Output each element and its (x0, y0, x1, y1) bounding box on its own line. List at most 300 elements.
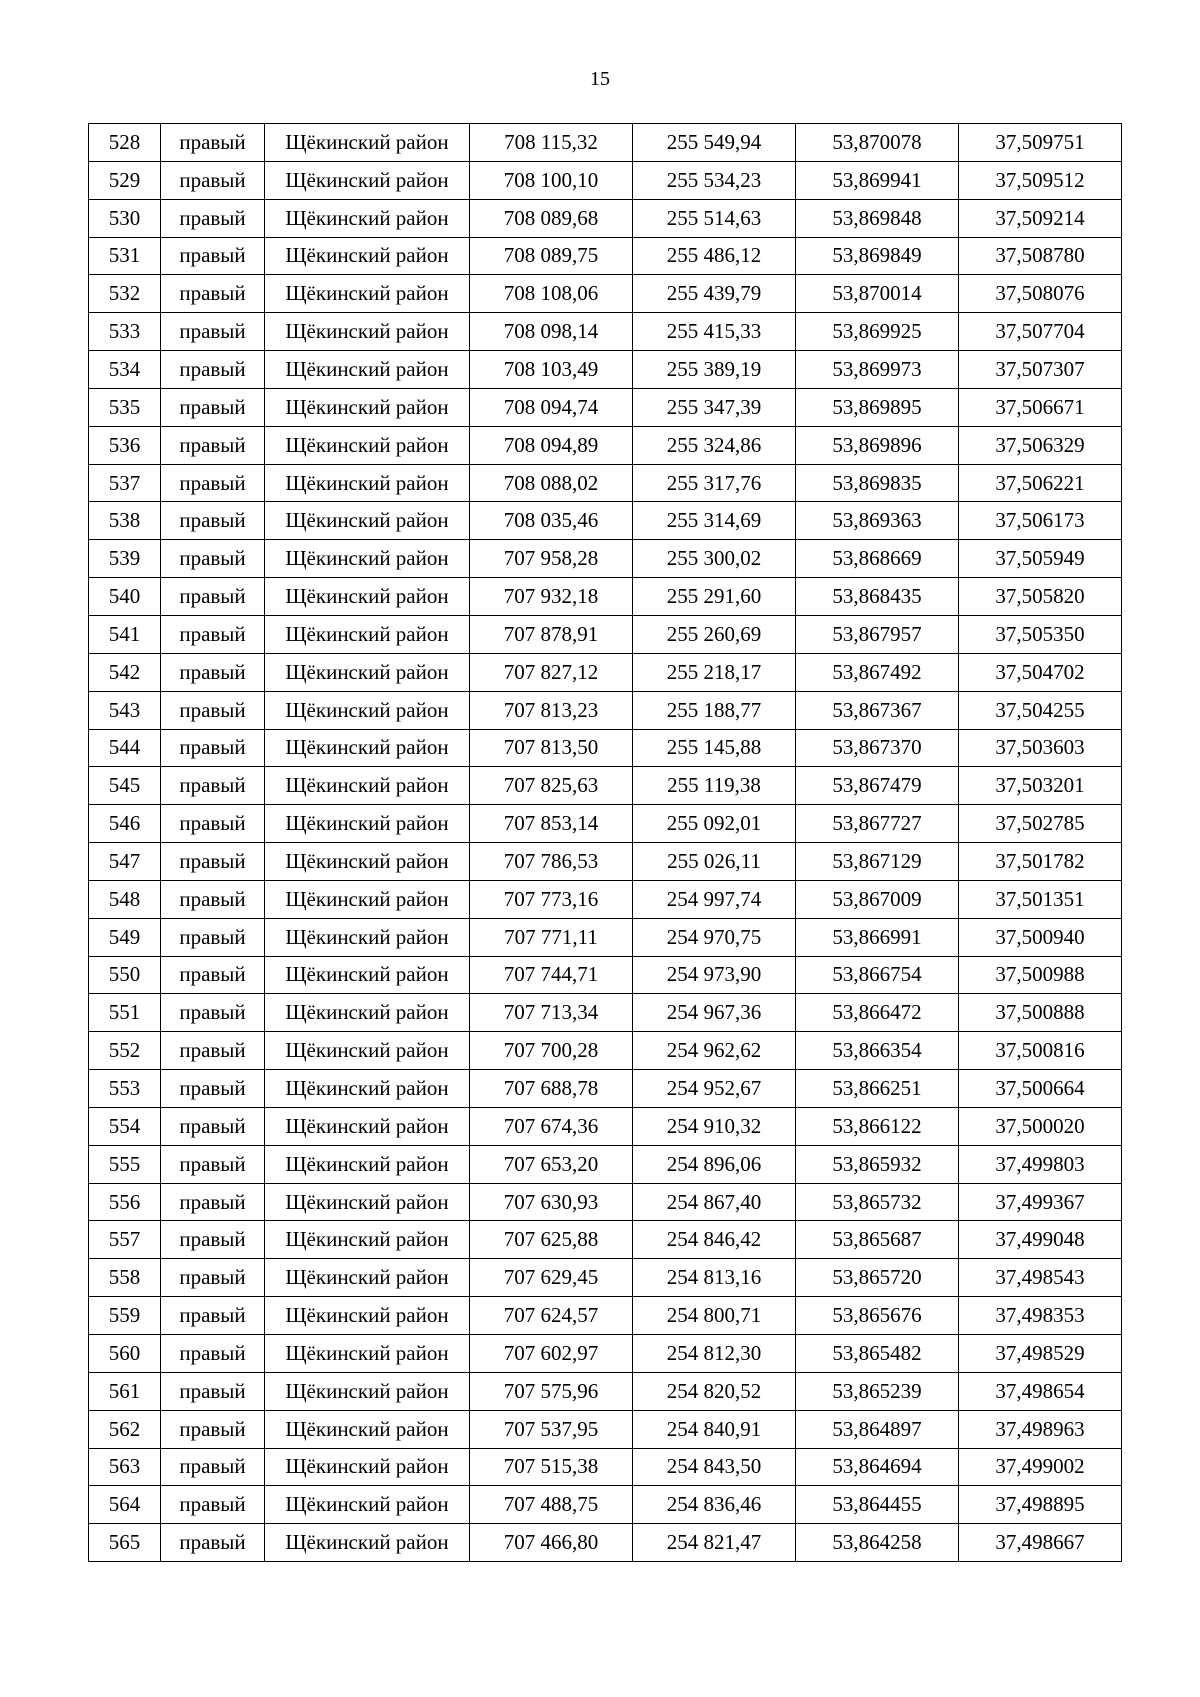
y-coordinate-cell: 255 439,79 (633, 275, 796, 313)
x-coordinate-cell: 707 932,18 (470, 578, 633, 616)
latitude-cell: 53,866354 (796, 1032, 959, 1070)
district-cell: Щёкинский район (265, 578, 470, 616)
district-cell: Щёкинский район (265, 1107, 470, 1145)
longitude-cell: 37,500888 (959, 994, 1122, 1032)
longitude-cell: 37,508076 (959, 275, 1122, 313)
latitude-cell: 53,865676 (796, 1297, 959, 1335)
table-row (89, 1410, 1122, 1448)
y-coordinate-cell: 254 867,40 (633, 1183, 796, 1221)
y-coordinate-cell: 254 910,32 (633, 1107, 796, 1145)
point-number-cell: 540 (89, 578, 161, 616)
x-coordinate-cell: 707 653,20 (470, 1145, 633, 1183)
table-row (89, 464, 1122, 502)
district-cell: Щёкинский район (265, 388, 470, 426)
point-number-cell: 545 (89, 767, 161, 805)
latitude-cell: 53,869849 (796, 237, 959, 275)
table-row (89, 1183, 1122, 1221)
y-coordinate-cell: 254 836,46 (633, 1486, 796, 1524)
point-number-cell: 564 (89, 1486, 161, 1524)
longitude-cell: 37,498654 (959, 1372, 1122, 1410)
table-row (89, 237, 1122, 275)
table-row (89, 653, 1122, 691)
latitude-cell: 53,867129 (796, 843, 959, 881)
y-coordinate-cell: 255 534,23 (633, 161, 796, 199)
table-row (89, 502, 1122, 540)
bank-side-cell: правый (161, 1221, 265, 1259)
bank-side-cell: правый (161, 388, 265, 426)
table-row (89, 1107, 1122, 1145)
latitude-cell: 53,864897 (796, 1410, 959, 1448)
x-coordinate-cell: 707 624,57 (470, 1297, 633, 1335)
x-coordinate-cell: 707 602,97 (470, 1335, 633, 1373)
longitude-cell: 37,498667 (959, 1524, 1122, 1562)
latitude-cell: 53,866251 (796, 1070, 959, 1108)
longitude-cell: 37,498895 (959, 1486, 1122, 1524)
y-coordinate-cell: 254 896,06 (633, 1145, 796, 1183)
point-number-cell: 543 (89, 691, 161, 729)
bank-side-cell: правый (161, 1524, 265, 1562)
x-coordinate-cell: 708 103,49 (470, 351, 633, 389)
y-coordinate-cell: 255 188,77 (633, 691, 796, 729)
y-coordinate-cell: 255 514,63 (633, 199, 796, 237)
x-coordinate-cell: 708 088,02 (470, 464, 633, 502)
latitude-cell: 53,869973 (796, 351, 959, 389)
bank-side-cell: правый (161, 615, 265, 653)
point-number-cell: 534 (89, 351, 161, 389)
x-coordinate-cell: 707 515,38 (470, 1448, 633, 1486)
district-cell: Щёкинский район (265, 956, 470, 994)
table-row (89, 540, 1122, 578)
point-number-cell: 535 (89, 388, 161, 426)
bank-side-cell: правый (161, 1335, 265, 1373)
longitude-cell: 37,499048 (959, 1221, 1122, 1259)
table-row (89, 691, 1122, 729)
y-coordinate-cell: 255 389,19 (633, 351, 796, 389)
x-coordinate-cell: 707 713,34 (470, 994, 633, 1032)
y-coordinate-cell: 255 092,01 (633, 805, 796, 843)
y-coordinate-cell: 254 813,16 (633, 1259, 796, 1297)
table-row (89, 843, 1122, 881)
x-coordinate-cell: 707 674,36 (470, 1107, 633, 1145)
longitude-cell: 37,499803 (959, 1145, 1122, 1183)
bank-side-cell: правый (161, 1070, 265, 1108)
bank-side-cell: правый (161, 994, 265, 1032)
y-coordinate-cell: 254 952,67 (633, 1070, 796, 1108)
latitude-cell: 53,867727 (796, 805, 959, 843)
table-row (89, 729, 1122, 767)
longitude-cell: 37,498353 (959, 1297, 1122, 1335)
district-cell: Щёкинский район (265, 313, 470, 351)
bank-side-cell: правый (161, 1410, 265, 1448)
latitude-cell: 53,870014 (796, 275, 959, 313)
point-number-cell: 533 (89, 313, 161, 351)
latitude-cell: 53,869895 (796, 388, 959, 426)
latitude-cell: 53,868435 (796, 578, 959, 616)
longitude-cell: 37,500020 (959, 1107, 1122, 1145)
bank-side-cell: правый (161, 275, 265, 313)
x-coordinate-cell: 707 825,63 (470, 767, 633, 805)
bank-side-cell: правый (161, 237, 265, 275)
x-coordinate-cell: 707 878,91 (470, 615, 633, 653)
latitude-cell: 53,865482 (796, 1335, 959, 1373)
table-row (89, 275, 1122, 313)
bank-side-cell: правый (161, 1297, 265, 1335)
point-number-cell: 537 (89, 464, 161, 502)
x-coordinate-cell: 708 100,10 (470, 161, 633, 199)
longitude-cell: 37,500664 (959, 1070, 1122, 1108)
table-row (89, 426, 1122, 464)
point-number-cell: 556 (89, 1183, 161, 1221)
table-row (89, 1372, 1122, 1410)
point-number-cell: 539 (89, 540, 161, 578)
x-coordinate-cell: 707 466,80 (470, 1524, 633, 1562)
longitude-cell: 37,502785 (959, 805, 1122, 843)
x-coordinate-cell: 707 688,78 (470, 1070, 633, 1108)
district-cell: Щёкинский район (265, 237, 470, 275)
table-row (89, 1259, 1122, 1297)
table-row (89, 351, 1122, 389)
table-row (89, 199, 1122, 237)
longitude-cell: 37,506671 (959, 388, 1122, 426)
table-row (89, 994, 1122, 1032)
table-row (89, 767, 1122, 805)
district-cell: Щёкинский район (265, 540, 470, 578)
x-coordinate-cell: 707 625,88 (470, 1221, 633, 1259)
point-number-cell: 562 (89, 1410, 161, 1448)
latitude-cell: 53,869848 (796, 199, 959, 237)
y-coordinate-cell: 255 317,76 (633, 464, 796, 502)
y-coordinate-cell: 255 549,94 (633, 124, 796, 162)
longitude-cell: 37,505820 (959, 578, 1122, 616)
point-number-cell: 559 (89, 1297, 161, 1335)
x-coordinate-cell: 707 773,16 (470, 880, 633, 918)
y-coordinate-cell: 254 812,30 (633, 1335, 796, 1373)
y-coordinate-cell: 254 973,90 (633, 956, 796, 994)
district-cell: Щёкинский район (265, 1032, 470, 1070)
x-coordinate-cell: 708 098,14 (470, 313, 633, 351)
point-number-cell: 553 (89, 1070, 161, 1108)
latitude-cell: 53,867370 (796, 729, 959, 767)
point-number-cell: 550 (89, 956, 161, 994)
bank-side-cell: правый (161, 653, 265, 691)
bank-side-cell: правый (161, 1486, 265, 1524)
district-cell: Щёкинский район (265, 767, 470, 805)
district-cell: Щёкинский район (265, 1486, 470, 1524)
point-number-cell: 542 (89, 653, 161, 691)
point-number-cell: 529 (89, 161, 161, 199)
table-row (89, 1032, 1122, 1070)
x-coordinate-cell: 707 813,23 (470, 691, 633, 729)
district-cell: Щёкинский район (265, 124, 470, 162)
longitude-cell: 37,509751 (959, 124, 1122, 162)
y-coordinate-cell: 255 300,02 (633, 540, 796, 578)
table-row (89, 880, 1122, 918)
y-coordinate-cell: 254 962,62 (633, 1032, 796, 1070)
x-coordinate-cell: 707 630,93 (470, 1183, 633, 1221)
point-number-cell: 531 (89, 237, 161, 275)
longitude-cell: 37,505350 (959, 615, 1122, 653)
x-coordinate-cell: 707 813,50 (470, 729, 633, 767)
latitude-cell: 53,869925 (796, 313, 959, 351)
bank-side-cell: правый (161, 691, 265, 729)
district-cell: Щёкинский район (265, 1070, 470, 1108)
y-coordinate-cell: 255 218,17 (633, 653, 796, 691)
x-coordinate-cell: 708 089,75 (470, 237, 633, 275)
x-coordinate-cell: 708 115,32 (470, 124, 633, 162)
bank-side-cell: правый (161, 1259, 265, 1297)
district-cell: Щёкинский район (265, 880, 470, 918)
district-cell: Щёкинский район (265, 426, 470, 464)
latitude-cell: 53,866754 (796, 956, 959, 994)
longitude-cell: 37,506221 (959, 464, 1122, 502)
bank-side-cell: правый (161, 843, 265, 881)
point-number-cell: 552 (89, 1032, 161, 1070)
latitude-cell: 53,864258 (796, 1524, 959, 1562)
district-cell: Щёкинский район (265, 1221, 470, 1259)
y-coordinate-cell: 254 821,47 (633, 1524, 796, 1562)
longitude-cell: 37,499367 (959, 1183, 1122, 1221)
longitude-cell: 37,500988 (959, 956, 1122, 994)
longitude-cell: 37,504702 (959, 653, 1122, 691)
bank-side-cell: правый (161, 313, 265, 351)
longitude-cell: 37,507307 (959, 351, 1122, 389)
longitude-cell: 37,500816 (959, 1032, 1122, 1070)
table-row (89, 1448, 1122, 1486)
y-coordinate-cell: 255 347,39 (633, 388, 796, 426)
bank-side-cell: правый (161, 880, 265, 918)
point-number-cell: 541 (89, 615, 161, 653)
point-number-cell: 549 (89, 918, 161, 956)
y-coordinate-cell: 254 970,75 (633, 918, 796, 956)
table-row (89, 1221, 1122, 1259)
table-row (89, 124, 1122, 162)
latitude-cell: 53,867479 (796, 767, 959, 805)
district-cell: Щёкинский район (265, 161, 470, 199)
longitude-cell: 37,503201 (959, 767, 1122, 805)
bank-side-cell: правый (161, 729, 265, 767)
district-cell: Щёкинский район (265, 615, 470, 653)
latitude-cell: 53,866122 (796, 1107, 959, 1145)
latitude-cell: 53,867492 (796, 653, 959, 691)
longitude-cell: 37,506329 (959, 426, 1122, 464)
y-coordinate-cell: 255 415,33 (633, 313, 796, 351)
latitude-cell: 53,867367 (796, 691, 959, 729)
y-coordinate-cell: 254 820,52 (633, 1372, 796, 1410)
y-coordinate-cell: 255 486,12 (633, 237, 796, 275)
latitude-cell: 53,865720 (796, 1259, 959, 1297)
y-coordinate-cell: 255 314,69 (633, 502, 796, 540)
x-coordinate-cell: 707 744,71 (470, 956, 633, 994)
bank-side-cell: правый (161, 1183, 265, 1221)
x-coordinate-cell: 707 629,45 (470, 1259, 633, 1297)
table-row (89, 918, 1122, 956)
x-coordinate-cell: 708 089,68 (470, 199, 633, 237)
y-coordinate-cell: 254 967,36 (633, 994, 796, 1032)
district-cell: Щёкинский район (265, 1335, 470, 1373)
x-coordinate-cell: 707 771,11 (470, 918, 633, 956)
longitude-cell: 37,499002 (959, 1448, 1122, 1486)
bank-side-cell: правый (161, 1372, 265, 1410)
longitude-cell: 37,498963 (959, 1410, 1122, 1448)
bank-side-cell: правый (161, 426, 265, 464)
district-cell: Щёкинский район (265, 1297, 470, 1335)
district-cell: Щёкинский район (265, 1524, 470, 1562)
y-coordinate-cell: 255 026,11 (633, 843, 796, 881)
table-row (89, 313, 1122, 351)
latitude-cell: 53,869896 (796, 426, 959, 464)
point-number-cell: 563 (89, 1448, 161, 1486)
y-coordinate-cell: 254 800,71 (633, 1297, 796, 1335)
longitude-cell: 37,509214 (959, 199, 1122, 237)
y-coordinate-cell: 255 145,88 (633, 729, 796, 767)
x-coordinate-cell: 707 958,28 (470, 540, 633, 578)
longitude-cell: 37,507704 (959, 313, 1122, 351)
longitude-cell: 37,503603 (959, 729, 1122, 767)
longitude-cell: 37,500940 (959, 918, 1122, 956)
point-number-cell: 554 (89, 1107, 161, 1145)
x-coordinate-cell: 708 094,74 (470, 388, 633, 426)
point-number-cell: 561 (89, 1372, 161, 1410)
district-cell: Щёкинский район (265, 918, 470, 956)
y-coordinate-cell: 255 260,69 (633, 615, 796, 653)
point-number-cell: 560 (89, 1335, 161, 1373)
point-number-cell: 546 (89, 805, 161, 843)
x-coordinate-cell: 707 827,12 (470, 653, 633, 691)
y-coordinate-cell: 255 324,86 (633, 426, 796, 464)
district-cell: Щёкинский район (265, 464, 470, 502)
district-cell: Щёкинский район (265, 502, 470, 540)
bank-side-cell: правый (161, 805, 265, 843)
longitude-cell: 37,508780 (959, 237, 1122, 275)
point-number-cell: 528 (89, 124, 161, 162)
y-coordinate-cell: 255 119,38 (633, 767, 796, 805)
latitude-cell: 53,865687 (796, 1221, 959, 1259)
x-coordinate-cell: 708 035,46 (470, 502, 633, 540)
x-coordinate-cell: 708 094,89 (470, 426, 633, 464)
table-row (89, 956, 1122, 994)
longitude-cell: 37,505949 (959, 540, 1122, 578)
table-row (89, 578, 1122, 616)
x-coordinate-cell: 707 537,95 (470, 1410, 633, 1448)
point-number-cell: 530 (89, 199, 161, 237)
x-coordinate-cell: 707 853,14 (470, 805, 633, 843)
point-number-cell: 551 (89, 994, 161, 1032)
table-row (89, 1524, 1122, 1562)
district-cell: Щёкинский район (265, 351, 470, 389)
bank-side-cell: правый (161, 351, 265, 389)
table-row (89, 1297, 1122, 1335)
point-number-cell: 565 (89, 1524, 161, 1562)
latitude-cell: 53,868669 (796, 540, 959, 578)
district-cell: Щёкинский район (265, 1259, 470, 1297)
latitude-cell: 53,869835 (796, 464, 959, 502)
district-cell: Щёкинский район (265, 1448, 470, 1486)
x-coordinate-cell: 707 575,96 (470, 1372, 633, 1410)
district-cell: Щёкинский район (265, 1145, 470, 1183)
district-cell: Щёкинский район (265, 729, 470, 767)
table-row (89, 1335, 1122, 1373)
x-coordinate-cell: 707 700,28 (470, 1032, 633, 1070)
y-coordinate-cell: 254 997,74 (633, 880, 796, 918)
district-cell: Щёкинский район (265, 1372, 470, 1410)
district-cell: Щёкинский район (265, 1410, 470, 1448)
district-cell: Щёкинский район (265, 843, 470, 881)
longitude-cell: 37,501782 (959, 843, 1122, 881)
district-cell: Щёкинский район (265, 275, 470, 313)
point-number-cell: 558 (89, 1259, 161, 1297)
latitude-cell: 53,865932 (796, 1145, 959, 1183)
y-coordinate-cell: 254 840,91 (633, 1410, 796, 1448)
district-cell: Щёкинский район (265, 1183, 470, 1221)
y-coordinate-cell: 255 291,60 (633, 578, 796, 616)
bank-side-cell: правый (161, 199, 265, 237)
longitude-cell: 37,504255 (959, 691, 1122, 729)
point-number-cell: 532 (89, 275, 161, 313)
longitude-cell: 37,506173 (959, 502, 1122, 540)
district-cell: Щёкинский район (265, 994, 470, 1032)
table-row (89, 615, 1122, 653)
longitude-cell: 37,509512 (959, 161, 1122, 199)
point-number-cell: 547 (89, 843, 161, 881)
table-row (89, 1145, 1122, 1183)
y-coordinate-cell: 254 846,42 (633, 1221, 796, 1259)
coordinates-table-body (89, 124, 1122, 1562)
point-number-cell: 544 (89, 729, 161, 767)
latitude-cell: 53,869941 (796, 161, 959, 199)
latitude-cell: 53,865239 (796, 1372, 959, 1410)
bank-side-cell: правый (161, 502, 265, 540)
x-coordinate-cell: 708 108,06 (470, 275, 633, 313)
point-number-cell: 548 (89, 880, 161, 918)
bank-side-cell: правый (161, 578, 265, 616)
page-number: 15 (590, 68, 610, 90)
latitude-cell: 53,870078 (796, 124, 959, 162)
coordinates-table (88, 123, 1122, 1562)
x-coordinate-cell: 707 786,53 (470, 843, 633, 881)
bank-side-cell: правый (161, 464, 265, 502)
bank-side-cell: правый (161, 956, 265, 994)
latitude-cell: 53,864694 (796, 1448, 959, 1486)
table-row (89, 1070, 1122, 1108)
y-coordinate-cell: 254 843,50 (633, 1448, 796, 1486)
bank-side-cell: правый (161, 1032, 265, 1070)
district-cell: Щёкинский район (265, 805, 470, 843)
point-number-cell: 555 (89, 1145, 161, 1183)
table-row (89, 805, 1122, 843)
district-cell: Щёкинский район (265, 199, 470, 237)
table-row (89, 388, 1122, 426)
longitude-cell: 37,498529 (959, 1335, 1122, 1373)
point-number-cell: 536 (89, 426, 161, 464)
district-cell: Щёкинский район (265, 653, 470, 691)
latitude-cell: 53,866472 (796, 994, 959, 1032)
x-coordinate-cell: 707 488,75 (470, 1486, 633, 1524)
latitude-cell: 53,866991 (796, 918, 959, 956)
table-row (89, 1486, 1122, 1524)
bank-side-cell: правый (161, 918, 265, 956)
latitude-cell: 53,869363 (796, 502, 959, 540)
latitude-cell: 53,867957 (796, 615, 959, 653)
latitude-cell: 53,865732 (796, 1183, 959, 1221)
bank-side-cell: правый (161, 161, 265, 199)
latitude-cell: 53,867009 (796, 880, 959, 918)
latitude-cell: 53,864455 (796, 1486, 959, 1524)
table-row (89, 161, 1122, 199)
bank-side-cell: правый (161, 1145, 265, 1183)
longitude-cell: 37,501351 (959, 880, 1122, 918)
bank-side-cell: правый (161, 1107, 265, 1145)
district-cell: Щёкинский район (265, 691, 470, 729)
